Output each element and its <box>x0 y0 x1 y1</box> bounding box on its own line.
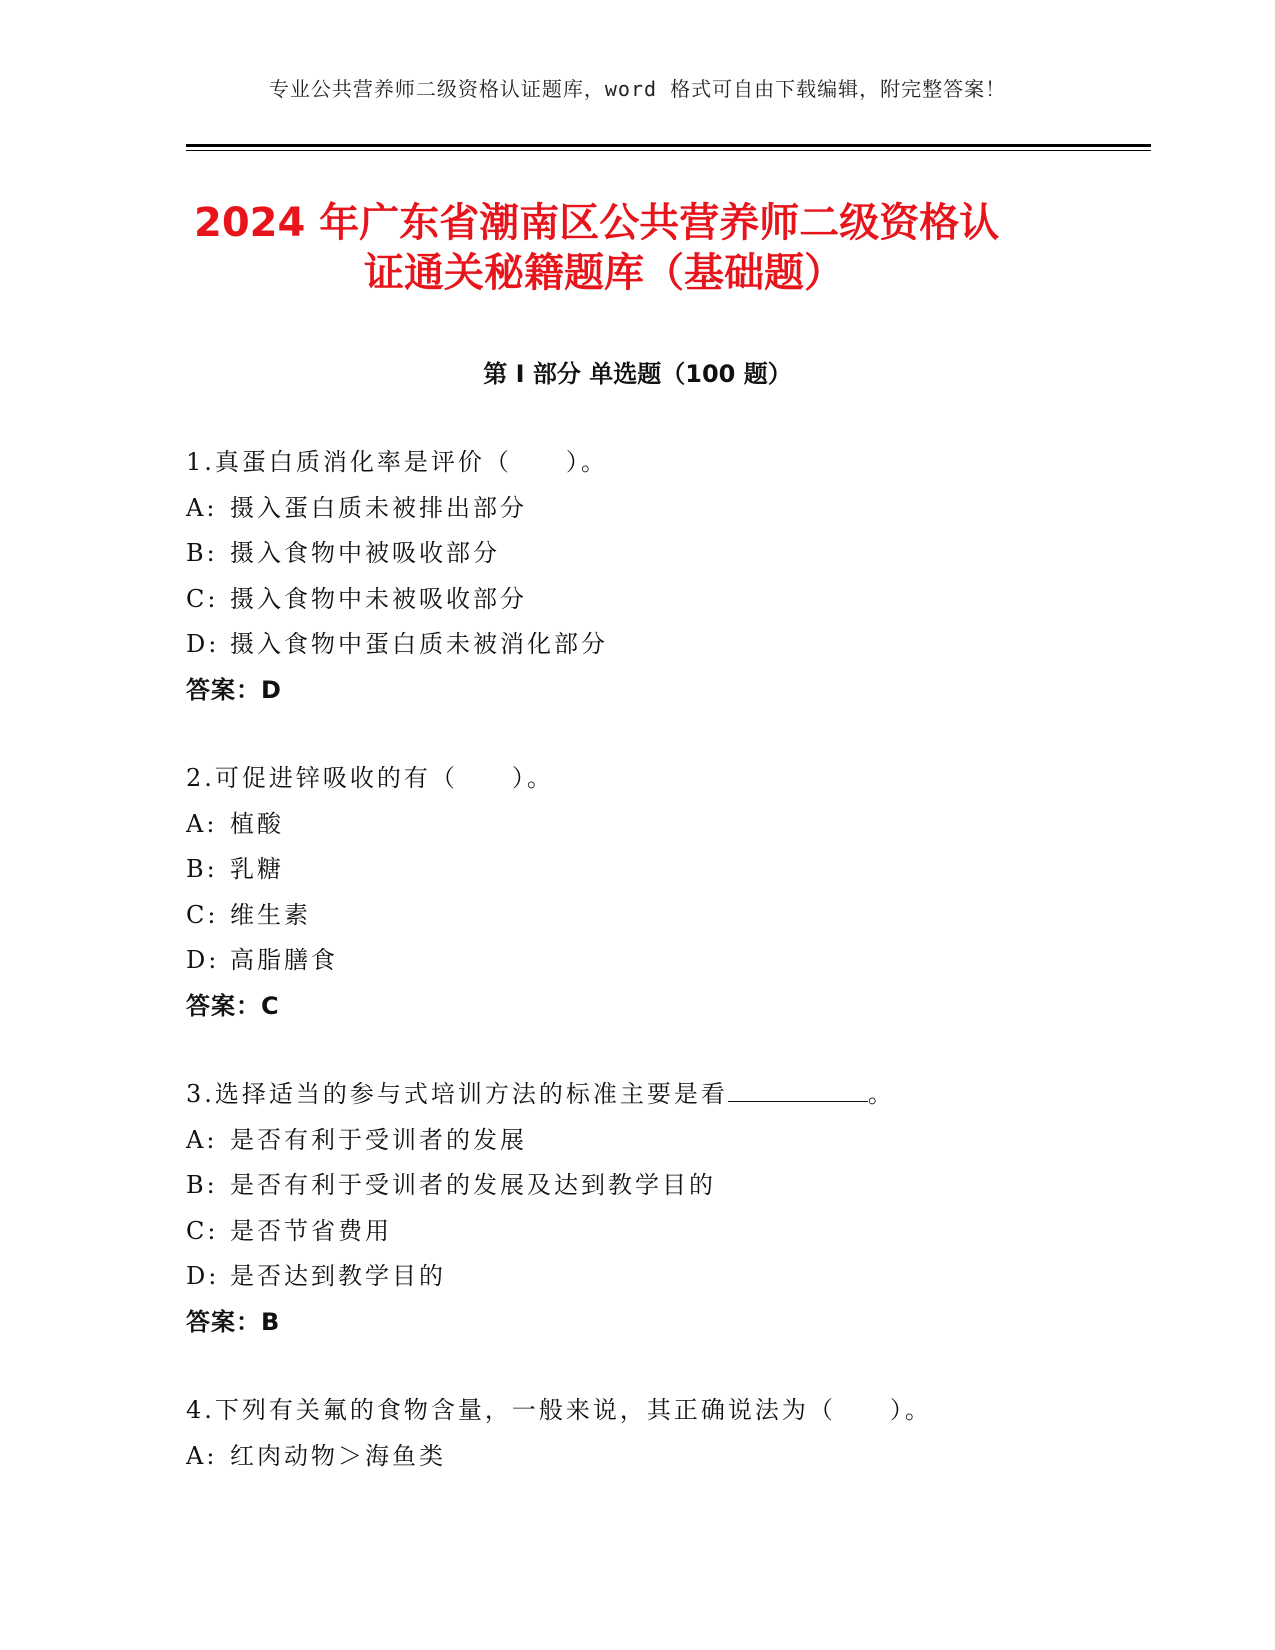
option-key: C: <box>186 1216 219 1245</box>
answer: 答案：D <box>186 675 282 704</box>
header-rule-thick <box>186 144 1151 147</box>
option-key: B: <box>186 1171 218 1199</box>
option-key: D: <box>186 946 220 974</box>
option-d <box>186 938 1146 984</box>
question-stem <box>186 1072 1146 1118</box>
question-list <box>186 440 1146 1522</box>
question-stem: 4.下列有关氟的食物含量，一般来说，其正确说法为（ ）。 <box>186 1396 932 1424</box>
option-c <box>186 893 1146 939</box>
option-d <box>186 1254 1146 1300</box>
option-b <box>186 847 1146 893</box>
option-text: 红肉动物＞海鱼类 <box>230 1441 446 1470</box>
title-line-2: 证通关秘籍题库（基础题） <box>364 250 844 296</box>
option-d <box>186 622 1146 668</box>
answer: 答案：C <box>186 991 280 1020</box>
option-key: A: <box>186 809 218 838</box>
option-text: 乳糖 <box>230 855 284 883</box>
question-1 <box>186 440 1146 713</box>
question-3 <box>186 1072 1146 1345</box>
question-2 <box>186 756 1146 1029</box>
option-text: 摄入蛋白质未被排出部分 <box>230 493 527 522</box>
option-text: 摄入食物中蛋白质未被消化部分 <box>230 630 608 658</box>
document-title <box>186 198 1086 298</box>
header-note: 专业公共营养师二级资格认证题库，word 格式可自由下载编辑，附完整答案！ <box>268 77 1007 101</box>
option-text: 高脂膳食 <box>230 946 338 974</box>
question-stem-text: 3.选择适当的参与式培训方法的标准主要是看 <box>186 1080 728 1108</box>
answer: 答案：B <box>186 1307 281 1336</box>
option-b <box>186 1163 1146 1209</box>
option-key: A: <box>186 1125 218 1154</box>
question-stem-end: 。 <box>867 1080 895 1108</box>
option-text: 摄入食物中未被吸收部分 <box>230 584 527 613</box>
option-c <box>186 577 1146 623</box>
question-stem: 2.可促进锌吸收的有（ ）。 <box>186 764 554 792</box>
option-text: 维生素 <box>230 900 311 929</box>
option-c <box>186 1209 1146 1255</box>
option-key: B: <box>186 855 218 883</box>
option-text: 摄入食物中被吸收部分 <box>230 539 500 567</box>
option-b <box>186 531 1146 577</box>
question-stem: 1.真蛋白质消化率是评价（ ）。 <box>186 448 608 476</box>
option-text: 是否有利于受训者的发展 <box>230 1125 527 1154</box>
option-key: D: <box>186 1262 220 1290</box>
option-key: A: <box>186 1441 218 1470</box>
option-text: 是否有利于受训者的发展及达到教学目的 <box>230 1171 716 1199</box>
option-a <box>186 802 1146 848</box>
option-key: A: <box>186 493 218 522</box>
option-key: C: <box>186 900 219 929</box>
option-text: 植酸 <box>230 809 284 838</box>
title-line-1: 2024 年广东省潮南区公共营养师二级资格认 <box>194 200 1000 246</box>
option-text: 是否节省费用 <box>230 1216 392 1245</box>
option-text: 是否达到教学目的 <box>230 1262 446 1290</box>
header-rule-thin <box>186 150 1151 151</box>
option-a <box>186 486 1146 532</box>
fill-in-blank <box>728 1081 868 1102</box>
section-heading: 第 I 部分 单选题（100 题） <box>483 360 792 388</box>
option-a <box>186 1118 1146 1164</box>
option-key: B: <box>186 539 218 567</box>
option-key: C: <box>186 584 219 613</box>
question-4 <box>186 1388 1146 1479</box>
option-key: D: <box>186 630 220 658</box>
option-a <box>186 1434 1146 1480</box>
